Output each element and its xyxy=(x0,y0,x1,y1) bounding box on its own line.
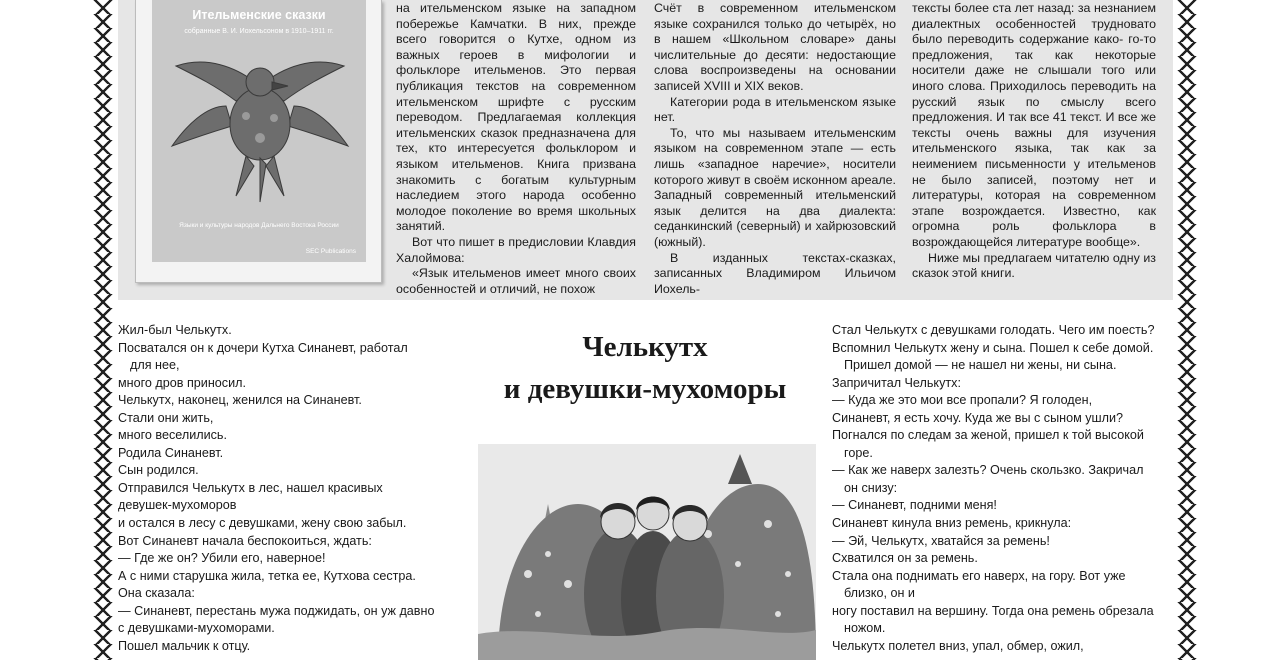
story-line: с девушками-мухоморами. xyxy=(118,621,275,636)
story-line: — Куда же это мои все пропали? Я голоден, xyxy=(832,393,1093,408)
book-publisher: SEC Publications xyxy=(305,248,356,255)
raven-illustration xyxy=(166,46,354,206)
story-line: Пришел домой — не нашел ни жены, ни сына. xyxy=(844,358,1117,373)
story-line: — Синаневт, перестань мужа поджидать, он уж давно xyxy=(118,603,435,618)
story-line: близко, он и xyxy=(844,586,915,601)
story-line: Она сказала: xyxy=(118,586,195,601)
paragraph: В изданных текстах-сказках, записанных Владимиром Ильичом Иохель- xyxy=(654,250,896,296)
paragraph: Ниже мы предлагаем читателю одну из сказок этой книги. xyxy=(912,250,1156,281)
story-line: Жил-был Челькутх. xyxy=(118,323,232,337)
decorative-border-right xyxy=(1176,0,1198,660)
story-line: Синаневт, я есть хочу. Куда же вы с сыном ушли? xyxy=(832,410,1124,425)
story-line: ногу поставил на вершину. Тогда она ремень обрезала xyxy=(832,603,1154,618)
story-line: — Как же наверх залезть? Очень скользко. Закричал xyxy=(832,463,1144,478)
story-line: Посватался он к дочери Кутха Синаневт, работал xyxy=(118,340,408,355)
paragraph: «Язык ительменов имеет много своих особенностей и отличий, не похож xyxy=(396,266,636,296)
story-line: Синаневт кинула вниз ремень, крикнула: xyxy=(832,516,1072,531)
book-cover-inner xyxy=(152,0,366,262)
story-line: много дров приносил. xyxy=(118,375,246,390)
story-line: Родила Синаневт. xyxy=(118,445,224,460)
story-title xyxy=(470,326,820,410)
story-line: девушек-мухоморов xyxy=(118,498,237,513)
story-line: Стала она поднимать его наверх, на гору. Вот уже xyxy=(832,568,1126,583)
story-line: для нее, xyxy=(130,358,180,373)
book-title: Ительменские сказки xyxy=(192,8,326,22)
three-girls-painting xyxy=(478,444,816,660)
article-column-1 xyxy=(396,1,636,297)
story-line: Челькутх полетел вниз, упал, обмер, ожил, xyxy=(832,638,1084,653)
decorative-border-left xyxy=(92,0,114,660)
story-left-column xyxy=(118,322,458,655)
story-line: Стал Челькутх с девушками голодать. Чего им поесть? xyxy=(832,323,1155,337)
story-line: Пошел мальчик к отцу. xyxy=(118,638,251,653)
story-line: ножом. xyxy=(844,621,886,636)
article-column-3 xyxy=(912,1,1156,282)
story-title-line-1: Челькутх xyxy=(582,331,708,363)
story-line: — Синаневт, подними меня! xyxy=(832,498,997,513)
story-line: Сын родился. xyxy=(118,463,199,478)
paragraph: То, что мы называем ительменским языком на современном этапе — есть лишь «западное наречие», носители которого живут в своём исконном ареале. Западный современный ительменский язык делится на два диалекта: седанкинский (северный) и хайрюзовский (южный). xyxy=(654,125,896,249)
story-line: Отправился Челькутх в лес, нашел красивых xyxy=(118,480,383,495)
story-line: Погнался по следам за женой, пришел к той высокой xyxy=(832,428,1144,443)
story-line: много веселились. xyxy=(118,428,227,443)
story-title-line-2: и девушки-мухоморы xyxy=(503,373,787,405)
paragraph: тексты более ста лет назад: за незнанием диалектных особенностей трудновато было переводить содержание како- го-то предложения, так как некоторые носители даже не слышали того или иного слова. Приходилось переводить на русский язык по смыслу всего предложения. И так все 41 текст. И все же тексты очень важны для изучения ительменского языка, так как за неимением письменности у ительменов не было записей, поэтому нет и литературы, которая на современном этапе возрождается. Известно, как огромна роль фольклора в возрождающейся литературе вообще». xyxy=(912,1,1156,249)
book-series: Языки и культуры народов Дальнего Востока России xyxy=(179,222,339,229)
paragraph: Счёт в современном ительменском языке сохранился только до четырёх, но в нашем «Школьном словаре» даны числительные до десяти: недостающие слова воспроизведены на основании записей XVIII и XIX веков. xyxy=(654,1,896,93)
story-line: А с ними старушка жила, тетка ее, Кутхова сестра. xyxy=(118,568,416,583)
story-line: — Где же он? Убили его, наверное! xyxy=(118,551,326,566)
paragraph: Категории рода в ительменском языке нет. xyxy=(654,94,896,125)
paragraph: на ительменском языке на западном побережье Камчатки. В них, прежде всего говорится о Кутхе, одном из важных героев в мифологии и фольклоре ительменов. Это первая публикация текстов на современном ительменском шрифте с русским переводом. Предлагаемая коллекция ительменских сказок предназначена для тех, кто интересуется фольклором и языком ительменов. Книга призвана знакомить с богатым культурным наследием этого народа особенно молодое поколение во время школьных занятий. xyxy=(396,1,636,234)
story-line: Схватился он за ремень. xyxy=(832,551,978,566)
story-line: Челькутх, наконец, женился на Синаневт. xyxy=(118,393,362,408)
story-line: Стали они жить, xyxy=(118,410,214,425)
story-line: он снизу: xyxy=(844,480,898,495)
story-line: и остался в лесу с девушками, жену свою забыл. xyxy=(118,516,407,531)
story-line: Вот Синаневт начала беспокоиться, ждать: xyxy=(118,533,372,548)
story-illustration xyxy=(478,444,816,660)
story-line: Вспомнил Челькутх жену и сына. Пошел к себе домой. xyxy=(832,340,1154,355)
story-line: Запричитал Челькутх: xyxy=(832,375,961,390)
story-line: горе. xyxy=(844,445,873,460)
book-cover xyxy=(135,0,382,283)
story-line: — Эй, Челькутх, хватайся за ремень! xyxy=(832,533,1050,548)
paragraph: Вот что пишет в предисловии Клавдия Халоймова: xyxy=(396,234,636,265)
article-column-2 xyxy=(654,1,896,297)
book-subtitle: собранные В. И. Иохельсоном в 1910–1911 гг. xyxy=(184,28,334,35)
story-right-column xyxy=(832,322,1174,655)
